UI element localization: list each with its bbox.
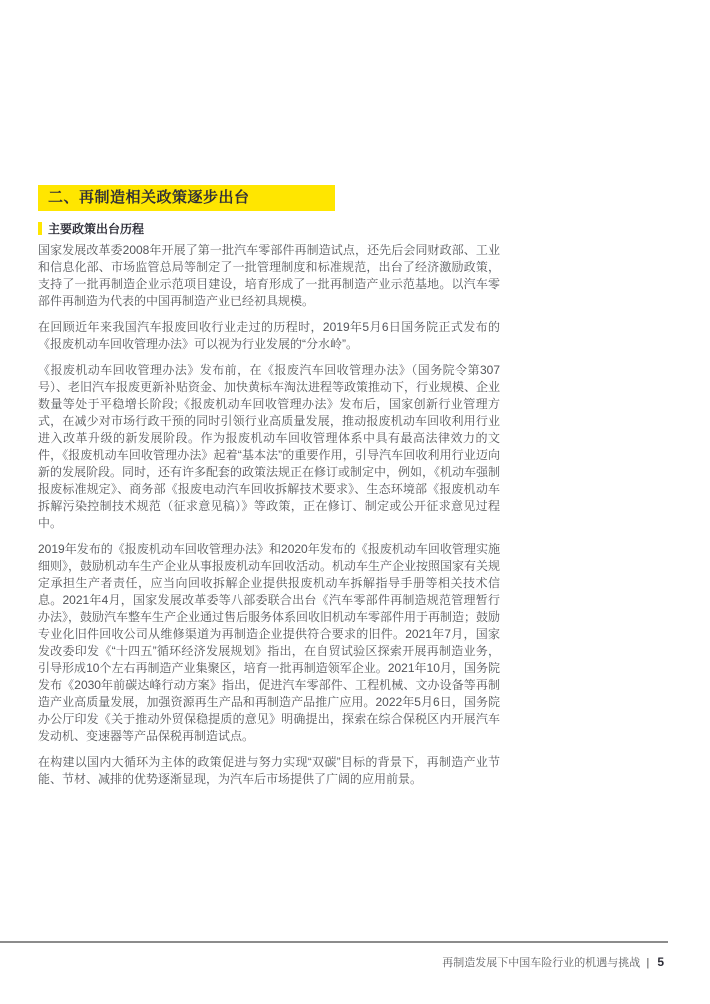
footer-divider-line	[0, 941, 668, 943]
page-content	[38, 185, 500, 797]
body-text	[38, 242, 500, 788]
paragraph: 在回顾近年来我国汽车报废回收行业走过的历程时，2019年5月6日国务院正式发布的《报废机动车回收管理办法》可以视为行业发展的“分水岭”。	[38, 320, 500, 351]
paragraph: 《报废机动车回收管理办法》发布前，在《报废汽车回收管理办法》（国务院令第307号）、老旧汽车报废更新补贴资金、加快黄标车淘汰进程等政策推动下，行业规模、企业数量等处于平稳增长阶段;《报废机动车回收管理办法》发布后，国家创新行业管理方式，在减少对市场行政干预的同时引领行业高质量发展，推动报废机动车回收利用行业进入改革升级的新发展阶段。作为报废机动车回收管理体系中具有最高法律效力的文件，《报废机动车回收管理办法》起着“基本法”的重要作用，引导汽车回收利用行业迈向新的发展阶段。同时，还有许多配套的政策法规正在修订或制定中，例如，《机动车强制报废标准规定》、商务部《报废电动汽车回收拆解技术要求》、生态环境部《报废机动车拆解污染控制技术规范（征求意见稿）》等政策，正在修订、制定或公开征求意见过程中。	[38, 363, 501, 530]
subsection-title: 主要政策出台历程	[48, 222, 145, 236]
page-number: 5	[657, 955, 664, 969]
footer-separator: |	[646, 957, 650, 969]
page-footer	[442, 954, 664, 970]
section-title: 二、再制造相关政策逐步出台	[38, 185, 335, 211]
paragraph: 国家发展改革委2008年开展了第一批汽车零部件再制造试点，还先后会同财政部、工业和信息化部、市场监管总局等制定了一批管理制度和标准规范，出台了经济激励政策，支持了一批再制造企业示范项目建设，培育形成了一批再制造产业示范基地。以汽车零部件再制造为代表的中国再制造产业已经初具规模。	[38, 243, 500, 308]
accent-bar	[38, 222, 42, 235]
footer-report-title: 再制造发展下中国车险行业的机遇与挑战	[442, 957, 641, 969]
subsection-heading	[38, 220, 500, 237]
paragraph: 2019年发布的《报废机动车回收管理办法》和2020年发布的《报废机动车回收管理实施细则》，鼓励机动车生产企业从事报废机动车回收活动。机动车生产企业按照国家有关规定承担生产者责任，应当向回收拆解企业提供报废机动车拆解指导手册等相关技术信息。2021年4月，国家发展改革委等八部委联合出台《汽车零部件再制造规范管理暂行办法》，鼓励汽车整车生产企业通过售后服务体系回收旧机动车零部件用于再制造；鼓励专业化旧件回收公司从维修渠道为再制造企业提供符合要求的旧件。2021年7月，国家发改委印发《“十四五”循环经济发展规划》指出，在自贸试验区探索开展再制造业务，引导形成10个左右再制造产业集聚区，培育一批再制造领军企业。2021年10月，国务院发布《2030年前碳达峰行动方案》指出，促进汽车零部件、工程机械、文办设备等再制造产业高质量发展，加强资源再生产品和再制造产品推广应用。2022年5月6日，国务院办公厅印发《关于推动外贸保稳提质的意见》明确提出，探索在综合保税区内开展汽车发动机、变速器等产品保税再制造试点。	[38, 542, 501, 743]
paragraph: 在构建以国内大循环为主体的政策促进与努力实现“双碳”目标的背景下，再制造产业节能、节材、减排的优势逐渐显现，为汽车后市场提供了广阔的应用前景。	[38, 755, 500, 786]
